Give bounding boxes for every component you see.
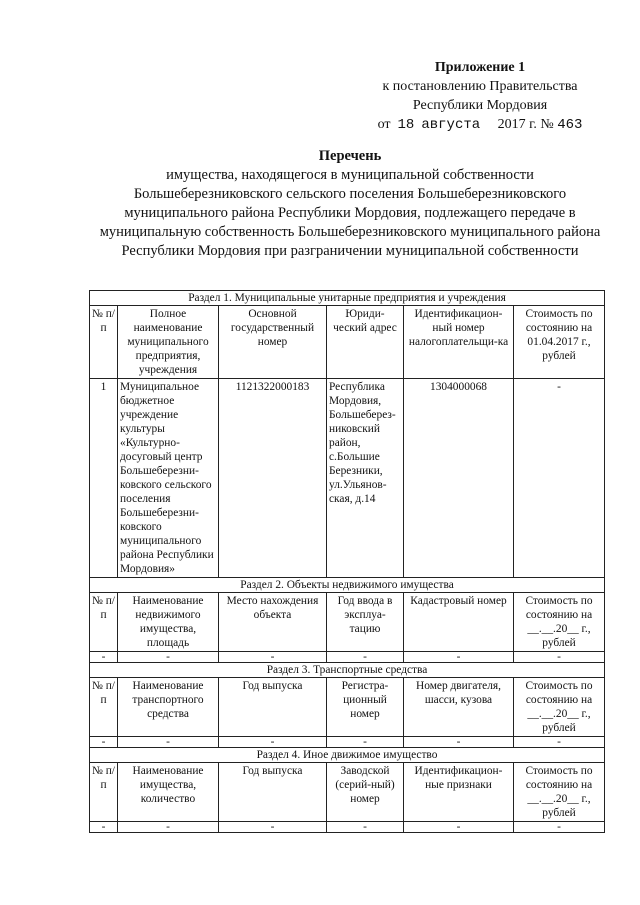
section-1-title-row bbox=[90, 291, 605, 306]
government-line: Республики Мордовия bbox=[412, 98, 548, 113]
column-header: Кадастровый номер bbox=[404, 593, 514, 652]
date-line bbox=[330, 115, 630, 135]
column-header: № п/п bbox=[90, 763, 118, 822]
column-header: Год ввода в эксплуа-тацию bbox=[327, 593, 404, 652]
column-header: Место нахождения объекта bbox=[219, 593, 327, 652]
empty-cell: - bbox=[90, 652, 118, 663]
empty-cell: - bbox=[514, 737, 605, 748]
column-header: Идентификацион-ные признаки bbox=[404, 763, 514, 822]
section-4-title-row bbox=[90, 748, 605, 763]
date-year: 2017 г. № bbox=[497, 117, 554, 132]
empty-cell: - bbox=[327, 737, 404, 748]
appendix-label: Приложение 1 bbox=[434, 60, 526, 75]
section-3-title: Раздел 3. Транспортные средства bbox=[90, 663, 605, 678]
date-month: августа bbox=[421, 117, 481, 133]
empty-cell: - bbox=[327, 822, 404, 833]
column-header: Год выпуска bbox=[219, 763, 327, 822]
column-header: Основной государственный номер bbox=[219, 306, 327, 379]
column-header: Наименование имущества, количество bbox=[118, 763, 219, 822]
resolution-number: 463 bbox=[557, 117, 583, 133]
table-row bbox=[90, 822, 605, 833]
section-2-header-row bbox=[90, 593, 605, 652]
column-header: Идентификацион-ный номер налогоплательщи-ка bbox=[404, 306, 514, 379]
empty-cell: - bbox=[118, 822, 219, 833]
table-row bbox=[90, 737, 605, 748]
section-1-header-row bbox=[90, 306, 605, 379]
empty-cell: - bbox=[219, 652, 327, 663]
cost-value: - bbox=[514, 379, 605, 578]
inn-value: 1304000068 bbox=[404, 379, 514, 578]
column-header: Номер двигателя, шасси, кузова bbox=[404, 678, 514, 737]
column-header: Юриди-ческий адрес bbox=[327, 306, 404, 379]
date-day: 18 bbox=[397, 117, 415, 133]
column-header: № п/п bbox=[90, 678, 118, 737]
empty-cell: - bbox=[514, 652, 605, 663]
institution-name: Муниципальное бюджетное учреждение культуры «Культурно-досуговый центр Большеберезни-ковского сельского поселения Большеберезни-ковского муниципального района Республики Мордовия» bbox=[118, 379, 219, 578]
column-header: Стоимость по состоянию на __.__.20__ г., рублей bbox=[514, 678, 605, 737]
property-table bbox=[89, 290, 605, 833]
title-body: имущества, находящегося в муниципальной собственности Большеберезниковского сельского поселения Большеберезниковского муниципального района Республики Мордовия, подлежащего передаче в муниципальную собственность Большеберезниковского муниципального района Республики Мордовия при разграничении муниципальной собственности bbox=[99, 167, 601, 259]
section-1-title: Раздел 1. Муниципальные унитарные предприятия и учреждения bbox=[90, 291, 605, 306]
table-row bbox=[90, 379, 605, 578]
section-3-header-row bbox=[90, 678, 605, 737]
column-header: Год выпуска bbox=[219, 678, 327, 737]
empty-cell: - bbox=[404, 737, 514, 748]
column-header: Наименование транспортного средства bbox=[118, 678, 219, 737]
section-2-title-row bbox=[90, 578, 605, 593]
empty-cell: - bbox=[90, 822, 118, 833]
ogrn-value: 1121322000183 bbox=[219, 379, 327, 578]
column-header: № п/п bbox=[90, 306, 118, 379]
empty-cell: - bbox=[118, 652, 219, 663]
section-2-title: Раздел 2. Объекты недвижимого имущества bbox=[90, 578, 605, 593]
empty-cell: - bbox=[514, 822, 605, 833]
document-title bbox=[95, 147, 605, 261]
empty-cell: - bbox=[404, 822, 514, 833]
column-header: Стоимость по состоянию на 01.04.2017 г., рублей bbox=[514, 306, 605, 379]
date-prefix: от bbox=[377, 117, 391, 132]
document-header bbox=[330, 58, 630, 135]
column-header: Заводской (серий-ный) номер bbox=[327, 763, 404, 822]
empty-cell: - bbox=[327, 652, 404, 663]
column-header: Регистра-ционный номер bbox=[327, 678, 404, 737]
column-header: № п/п bbox=[90, 593, 118, 652]
column-header: Наименование недвижимого имущества, площадь bbox=[118, 593, 219, 652]
empty-cell: - bbox=[90, 737, 118, 748]
column-header: Стоимость по состоянию на __.__.20__ г., рублей bbox=[514, 593, 605, 652]
empty-cell: - bbox=[118, 737, 219, 748]
row-number: 1 bbox=[90, 379, 118, 578]
empty-cell: - bbox=[219, 737, 327, 748]
title-heading: Перечень bbox=[318, 148, 382, 164]
section-3-title-row bbox=[90, 663, 605, 678]
resolution-line: к постановлению Правительства bbox=[382, 79, 578, 94]
section-4-header-row bbox=[90, 763, 605, 822]
column-header: Полное наименование муниципального предприятия, учреждения bbox=[118, 306, 219, 379]
section-4-title: Раздел 4. Иное движимое имущество bbox=[90, 748, 605, 763]
empty-cell: - bbox=[219, 822, 327, 833]
table-row bbox=[90, 652, 605, 663]
column-header: Стоимость по состоянию на __.__.20__ г., рублей bbox=[514, 763, 605, 822]
legal-address: Республика Мордовия, Большеберез-никовский район, с.Большие Березники, ул.Ульянов-ская, д.14 bbox=[327, 379, 404, 578]
empty-cell: - bbox=[404, 652, 514, 663]
